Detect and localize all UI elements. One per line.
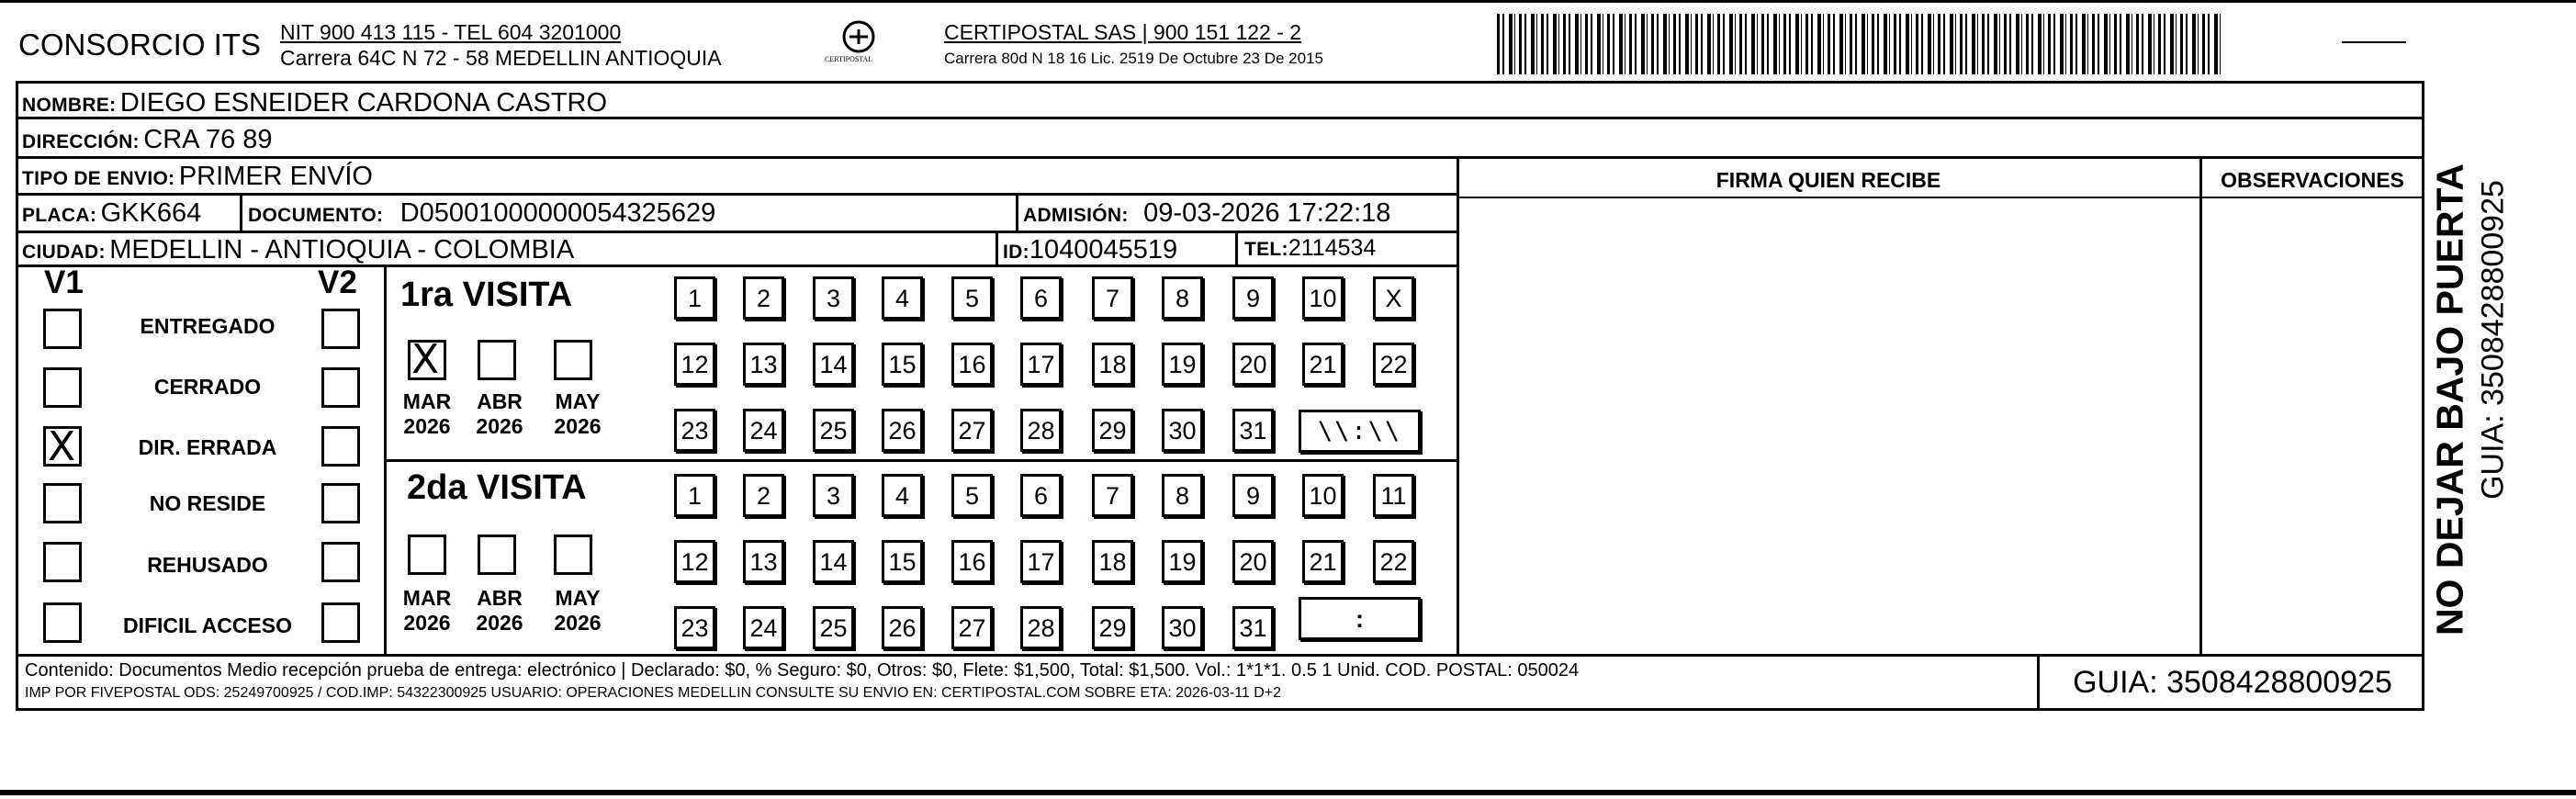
year-label: 2026 (554, 414, 602, 438)
v2-checkbox-cerrado[interactable] (321, 367, 360, 408)
documento-field (248, 198, 715, 229)
day-box[interactable]: 28 (1020, 606, 1062, 649)
day-box[interactable]: 1 (674, 276, 715, 320)
v2-checkbox-dificil-acceso[interactable] (321, 602, 360, 643)
month-label: MAY (555, 586, 601, 610)
tel-value: 2114534 (1288, 235, 1377, 261)
id-field (1003, 235, 1177, 265)
tel-label: TEL: (1244, 239, 1288, 260)
day-box[interactable]: X (1373, 276, 1414, 320)
tipo-label: TIPO DE ENVIO: (22, 168, 175, 189)
day-box[interactable]: 4 (882, 474, 923, 517)
direccion-value: CRA 76 89 (143, 125, 273, 154)
v1-checkbox-dir-errada[interactable] (43, 423, 82, 470)
day-box[interactable]: 21 (1302, 540, 1344, 583)
day-box[interactable]: 9 (1232, 474, 1274, 517)
day-box[interactable]: 12 (674, 343, 715, 386)
header-underline (1457, 197, 2424, 198)
visit1-title: 1ra VISITA (400, 276, 573, 314)
v1-checkbox-dificil-acceso[interactable] (43, 602, 82, 643)
direccion-field (22, 125, 273, 155)
v1-label: V1 (44, 264, 84, 300)
year-label: 2026 (554, 611, 602, 635)
logo-text: CERTIPOSTAL (825, 55, 873, 63)
day-box[interactable]: 10 (1302, 474, 1344, 517)
ciudad-field (22, 235, 574, 265)
month-label: ABR (477, 389, 523, 413)
month-label: ABR (477, 586, 523, 610)
nombre-label: NOMBRE: (22, 95, 117, 116)
row-line (384, 459, 1458, 462)
day-box[interactable]: 26 (882, 409, 923, 452)
day-box[interactable]: 16 (951, 540, 993, 583)
day-box[interactable]: 5 (951, 474, 993, 517)
footer-line2: IMP POR FIVEPOSTAL ODS: 25249700925 / COD.IMP: 54322300925 USUARIO: OPERACIONES MEDELLIN CONSULTE SU ENVIO EN: CERTIPOSTAL.COM SOBRE ETA: 2026-03-11 D+2 (25, 685, 1282, 701)
visit1-time-field[interactable]: \\:\\ (1299, 410, 1421, 453)
day-box[interactable]: 15 (882, 540, 923, 583)
day-box[interactable]: 6 (1020, 474, 1062, 517)
visit2-month-mar-checkbox[interactable] (408, 535, 446, 575)
v2-checkbox-no-reside[interactable] (321, 483, 360, 523)
placa-value: GKK664 (100, 198, 202, 228)
visit2-time-field[interactable]: : (1299, 597, 1421, 640)
nombre-field (22, 88, 607, 118)
day-box[interactable]: 18 (1092, 540, 1133, 583)
admision-label: ADMISIÓN: (1023, 205, 1129, 226)
day-box[interactable]: 10 (1302, 276, 1344, 320)
admision-field (1023, 198, 1390, 229)
placa-label: PLACA: (22, 205, 97, 226)
day-box[interactable]: 20 (1232, 343, 1274, 386)
day-box[interactable]: 17 (1020, 540, 1062, 583)
day-box[interactable]: 3 (813, 474, 854, 517)
row-line (16, 654, 2424, 657)
visit2-month-may-checkbox[interactable] (554, 535, 592, 575)
bottom-edge (0, 790, 2576, 795)
firma-header: FIRMA QUIEN RECIBE (1715, 168, 1941, 192)
tel-field (1244, 235, 1376, 262)
day-box[interactable]: 27 (951, 409, 993, 452)
row-line (16, 193, 1457, 196)
v1-checkbox-rehusado[interactable] (43, 542, 82, 582)
visit2-month-mar (395, 586, 459, 636)
day-box[interactable]: 31 (1232, 606, 1274, 649)
day-box[interactable]: 27 (951, 606, 993, 649)
day-box[interactable]: 30 (1162, 606, 1203, 649)
v1-checkbox-cerrado[interactable] (43, 367, 82, 408)
day-box[interactable]: 25 (813, 409, 854, 452)
visit1-month-mar-checkbox[interactable] (408, 336, 446, 383)
day-box[interactable]: 24 (743, 409, 784, 452)
top-edge (0, 0, 2576, 3)
tipo-field (22, 162, 373, 192)
day-box[interactable]: 8 (1162, 474, 1203, 517)
day-box[interactable]: 29 (1092, 409, 1133, 452)
day-box[interactable]: 25 (813, 606, 854, 649)
day-box[interactable]: 5 (951, 276, 993, 320)
day-box[interactable]: 18 (1092, 343, 1133, 386)
year-label: 2026 (403, 414, 451, 438)
day-box[interactable]: 26 (882, 606, 923, 649)
day-box[interactable]: 19 (1162, 540, 1203, 583)
documento-value: D05001000000054325629 (399, 198, 716, 228)
day-box[interactable]: 28 (1020, 409, 1062, 452)
id-value: 1040045519 (1029, 235, 1178, 264)
day-box[interactable]: 6 (1020, 276, 1062, 320)
day-box[interactable]: 23 (674, 606, 715, 649)
visit1-month-abr (467, 389, 532, 439)
top-right-dash (2342, 41, 2406, 43)
direccion-label: DIRECCIÓN: (22, 131, 140, 152)
day-box[interactable]: 29 (1092, 606, 1133, 649)
no-dejar-bajo-puerta: NO DEJAR BAJO PUERTA (2428, 163, 2471, 636)
year-label: 2026 (403, 611, 451, 635)
option-rehusado: REHUSADO (147, 553, 268, 577)
ciudad-label: CIUDAD: (22, 242, 106, 263)
certipostal-logo-icon (831, 18, 886, 73)
row-line (16, 156, 2424, 159)
footer-line1: Contenido: Documentos Medio recepción prueba de entrega: electrónico | Declarado: $0, % Seguro: $0, Otros: $0, Flete: $1,500, Total: $1,500. Vol.: 1*1*1. 0.5 1 Unid. COD. POSTAL: 050024 (25, 660, 1580, 681)
day-box[interactable]: 13 (743, 343, 784, 386)
day-box[interactable]: 16 (951, 343, 993, 386)
day-box[interactable]: 1 (674, 474, 715, 517)
month-label: MAR (402, 586, 452, 610)
col-line (384, 264, 387, 654)
day-box[interactable]: 21 (1302, 343, 1344, 386)
day-box[interactable]: 2 (743, 276, 784, 320)
nit-line: NIT 900 413 115 - TEL 604 3201000 (280, 20, 622, 44)
day-box[interactable]: 9 (1232, 276, 1274, 320)
day-box[interactable]: 13 (743, 540, 784, 583)
visit1-month-may-checkbox[interactable] (554, 340, 592, 380)
day-box[interactable]: 19 (1162, 343, 1203, 386)
col-line (2199, 156, 2202, 654)
visit1-month-may (546, 389, 610, 439)
option-entregado: ENTREGADO (140, 314, 276, 338)
v2-checkbox-rehusado[interactable] (321, 542, 360, 582)
option-no-reside: NO RESIDE (149, 491, 266, 515)
company-name: CONSORCIO ITS (18, 28, 262, 62)
documento-label: DOCUMENTO: (248, 205, 384, 226)
observaciones-header: OBSERVACIONES (2221, 168, 2404, 192)
placa-field (22, 198, 201, 229)
day-box[interactable]: 14 (813, 343, 854, 386)
day-box[interactable]: 24 (743, 606, 784, 649)
v2-checkbox-dir-errada[interactable] (321, 426, 360, 467)
day-box[interactable]: 31 (1232, 409, 1274, 452)
visit2-title: 2da VISITA (407, 468, 587, 507)
day-box[interactable]: 3 (813, 276, 854, 320)
id-label: ID: (1003, 242, 1029, 263)
nombre-value: DIEGO ESNEIDER CARDONA CASTRO (119, 88, 608, 118)
visit2-month-abr (467, 586, 532, 636)
vertical-guia: GUIA: 3508428800925 (2475, 180, 2511, 500)
ciudad-value: MEDELLIN - ANTIOQUIA - COLOMBIA (109, 235, 575, 264)
v1-checkbox-entregado[interactable] (43, 309, 82, 349)
v2-checkbox-entregado[interactable] (321, 309, 360, 349)
certipostal-line1: CERTIPOSTAL SAS | 900 151 122 - 2 (944, 20, 1302, 44)
tipo-value: PRIMER ENVÍO (178, 162, 373, 191)
day-box[interactable]: 20 (1232, 540, 1274, 583)
col-line (1457, 156, 1459, 654)
v2-label: V2 (318, 264, 357, 300)
day-box[interactable]: 17 (1020, 343, 1062, 386)
day-box[interactable]: 4 (882, 276, 923, 320)
col-line (996, 231, 998, 264)
day-box[interactable]: 15 (882, 343, 923, 386)
day-box[interactable]: 8 (1162, 276, 1203, 320)
col-line (2037, 654, 2040, 711)
row-line (16, 231, 1457, 233)
barcode (1497, 14, 2224, 74)
visit2-month-may (546, 586, 610, 636)
day-box[interactable]: 7 (1092, 474, 1133, 517)
option-dificil-acceso: DIFICIL ACCESO (122, 613, 292, 637)
day-box[interactable]: 11 (1373, 474, 1414, 517)
admision-value: 09-03-2026 17:22:18 (1143, 198, 1391, 228)
day-box[interactable]: 30 (1162, 409, 1203, 452)
checkmark-x-icon: X (411, 336, 440, 383)
day-box[interactable]: 2 (743, 474, 784, 517)
day-box[interactable]: 23 (674, 409, 715, 452)
year-label: 2026 (476, 611, 523, 635)
visit1-month-abr-checkbox[interactable] (478, 340, 516, 380)
month-label: MAR (402, 389, 452, 413)
option-dir-errada: DIR. ERRADA (138, 435, 277, 459)
day-box[interactable]: 22 (1373, 540, 1414, 583)
company-address: Carrera 64C N 72 - 58 MEDELLIN ANTIOQUIA (280, 46, 722, 70)
visit2-month-abr-checkbox[interactable] (478, 535, 516, 575)
month-label: MAY (555, 389, 601, 413)
col-line (1016, 193, 1018, 231)
col-line (1235, 231, 1238, 264)
col-line (240, 193, 242, 231)
footer-guia: GUIA: 3508428800925 (2073, 665, 2392, 700)
day-box[interactable]: 12 (674, 540, 715, 583)
certipostal-line2: Carrera 80d N 18 16 Lic. 2519 De Octubre 23 De 2015 (944, 50, 1323, 67)
option-cerrado: CERRADO (153, 375, 262, 399)
visit1-month-mar (395, 389, 459, 439)
checkmark-x-icon: X (48, 423, 76, 470)
day-box[interactable]: 14 (813, 540, 854, 583)
day-box[interactable]: 7 (1092, 276, 1133, 320)
day-box[interactable]: 22 (1373, 343, 1414, 386)
year-label: 2026 (476, 414, 523, 438)
v1-checkbox-no-reside[interactable] (43, 483, 82, 523)
